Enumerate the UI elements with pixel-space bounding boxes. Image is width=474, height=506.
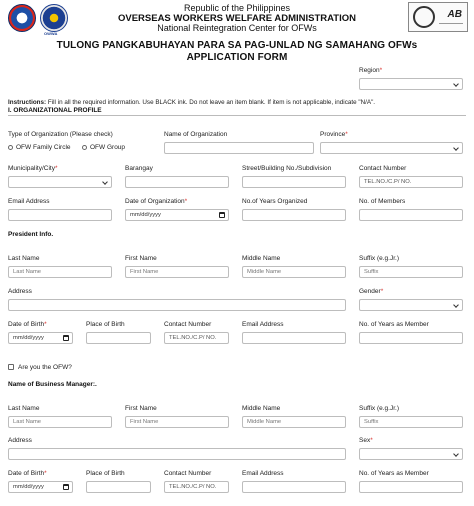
municipality-select[interactable] xyxy=(8,176,112,188)
cert-circle-icon xyxy=(413,6,435,28)
pres-last-name-input[interactable]: Last Name xyxy=(8,266,112,278)
org-name-label: Name of Organization xyxy=(164,131,228,138)
pres-address-label: Address xyxy=(8,288,32,295)
org-email-input[interactable] xyxy=(8,209,112,221)
pres-contact-input[interactable]: TEL.NO./C.P/ NO. xyxy=(164,332,229,344)
president-heading: President Info. xyxy=(8,231,54,238)
form-title: TULONG PANGKABUHAYAN PARA SA PAG-UNLAD NG SAMAHANG OFWs xyxy=(56,40,418,51)
mgr-suffix-input[interactable]: Suffix xyxy=(359,416,463,428)
org-name-input[interactable] xyxy=(164,142,314,154)
mgr-contact-input[interactable]: TEL.NO./C.P/ NO. xyxy=(164,481,229,493)
calendar-icon[interactable] xyxy=(219,212,225,218)
radio-ofw-group-label: OFW Group xyxy=(90,144,126,151)
pres-gender-select[interactable] xyxy=(359,299,463,311)
manager-heading: Name of Business Manager:. xyxy=(8,381,97,388)
pres-middle-name-input[interactable]: Middle Name xyxy=(242,266,346,278)
are-you-ofw-checkbox[interactable] xyxy=(8,364,14,370)
mgr-email-label: Email Address xyxy=(242,470,284,477)
radio-ofw-group[interactable] xyxy=(82,145,87,150)
mgr-email-input[interactable] xyxy=(242,481,346,493)
mgr-contact-label: Contact Number xyxy=(164,470,212,477)
org-contact-label: Contact Number xyxy=(359,165,407,172)
street-input[interactable] xyxy=(242,176,346,188)
mgr-years-input[interactable] xyxy=(359,481,463,493)
pres-gender-label: Gender* xyxy=(359,288,384,295)
province-select[interactable] xyxy=(320,142,463,154)
cert-divider xyxy=(439,23,463,24)
mgr-pob-input[interactable] xyxy=(86,481,151,493)
org-type-label: Type of Organization (Please check) xyxy=(8,131,113,138)
header-center: National Reintegration Center for OFWs xyxy=(157,23,317,33)
pres-dob-label: Date of Birth* xyxy=(8,321,47,328)
mgr-years-label: No. of Years as Member xyxy=(359,470,429,477)
mgr-middle-name-label: Middle Name xyxy=(242,405,281,412)
mgr-pob-label: Place of Birth xyxy=(86,470,125,477)
region-label: Region* xyxy=(359,67,383,74)
pres-suffix-input[interactable]: Suffix xyxy=(359,266,463,278)
section-organizational-profile: I. ORGANIZATIONAL PROFILE xyxy=(8,107,102,114)
header-republic: Republic of the Philippines xyxy=(183,3,291,13)
barangay-label: Barangay xyxy=(125,165,153,172)
pres-middle-name-label: Middle Name xyxy=(242,255,281,262)
mgr-suffix-label: Suffix (e.g.Jr.) xyxy=(359,405,399,412)
mgr-middle-name-input[interactable]: Middle Name xyxy=(242,416,346,428)
org-contact-input[interactable]: TEL.NO./C.P/ NO. xyxy=(359,176,463,188)
members-input[interactable] xyxy=(359,209,463,221)
street-label: Street/Building No./Subdivision xyxy=(242,165,332,172)
calendar-icon[interactable] xyxy=(63,335,69,341)
pres-last-name-label: Last Name xyxy=(8,255,40,262)
years-organized-input[interactable] xyxy=(242,209,346,221)
section-divider xyxy=(8,115,466,116)
mgr-first-name-input[interactable]: First Name xyxy=(125,416,229,428)
radio-ofw-family-circle[interactable] xyxy=(8,145,13,150)
header-agency: OVERSEAS WORKERS WELFARE ADMINISTRATION xyxy=(117,13,357,24)
radio-ofw-family-circle-label: OFW Family Circle xyxy=(16,144,71,151)
pres-email-input[interactable] xyxy=(242,332,346,344)
cert-ab-mark: AB xyxy=(447,9,462,20)
pres-years-input[interactable] xyxy=(359,332,463,344)
calendar-icon[interactable] xyxy=(63,484,69,490)
mgr-dob-label: Date of Birth* xyxy=(8,470,47,477)
pres-first-name-label: First Name xyxy=(125,255,157,262)
pres-pob-input[interactable] xyxy=(86,332,151,344)
pres-pob-label: Place of Birth xyxy=(86,321,125,328)
mgr-sex-select[interactable] xyxy=(359,448,463,460)
pres-contact-label: Contact Number xyxy=(164,321,212,328)
municipality-label: Municipality/City* xyxy=(8,165,58,172)
org-email-label: Email Address xyxy=(8,198,50,205)
page-header xyxy=(0,0,474,36)
org-date-label: Date of Organization* xyxy=(125,198,188,205)
mgr-address-input[interactable] xyxy=(8,448,346,460)
pres-address-input[interactable] xyxy=(8,299,346,311)
province-label: Province* xyxy=(320,131,348,138)
certification-logo xyxy=(408,2,468,32)
members-label: No. of Members xyxy=(359,198,406,205)
years-organized-label: No.of Years Organized xyxy=(242,198,308,205)
org-date-input[interactable]: mm/dd/yyyy xyxy=(125,209,229,221)
instructions-text: Instructions: Fill in all the required information. Use BLACK ink. Do not leave an item blank. If item is not applicable, indicate "N/A". xyxy=(8,99,376,106)
owwa-logo-text: OWWA xyxy=(44,31,58,36)
barangay-input[interactable] xyxy=(125,176,229,188)
pres-dob-input[interactable]: mm/dd/yyyy xyxy=(8,332,73,344)
mgr-sex-label: Sex* xyxy=(359,437,373,444)
mgr-first-name-label: First Name xyxy=(125,405,157,412)
region-select[interactable] xyxy=(359,78,463,90)
mgr-last-name-input[interactable]: Last Name xyxy=(8,416,112,428)
mgr-dob-input[interactable]: mm/dd/yyyy xyxy=(8,481,73,493)
mgr-last-name-label: Last Name xyxy=(8,405,40,412)
are-you-ofw-label: Are you the OFW? xyxy=(18,364,72,371)
mgr-address-label: Address xyxy=(8,437,32,444)
pres-years-label: No. of Years as Member xyxy=(359,321,429,328)
pres-email-label: Email Address xyxy=(242,321,284,328)
pres-suffix-label: Suffix (e.g.Jr.) xyxy=(359,255,399,262)
form-subtitle: APPLICATION FORM xyxy=(186,52,288,63)
pres-first-name-input[interactable]: First Name xyxy=(125,266,229,278)
